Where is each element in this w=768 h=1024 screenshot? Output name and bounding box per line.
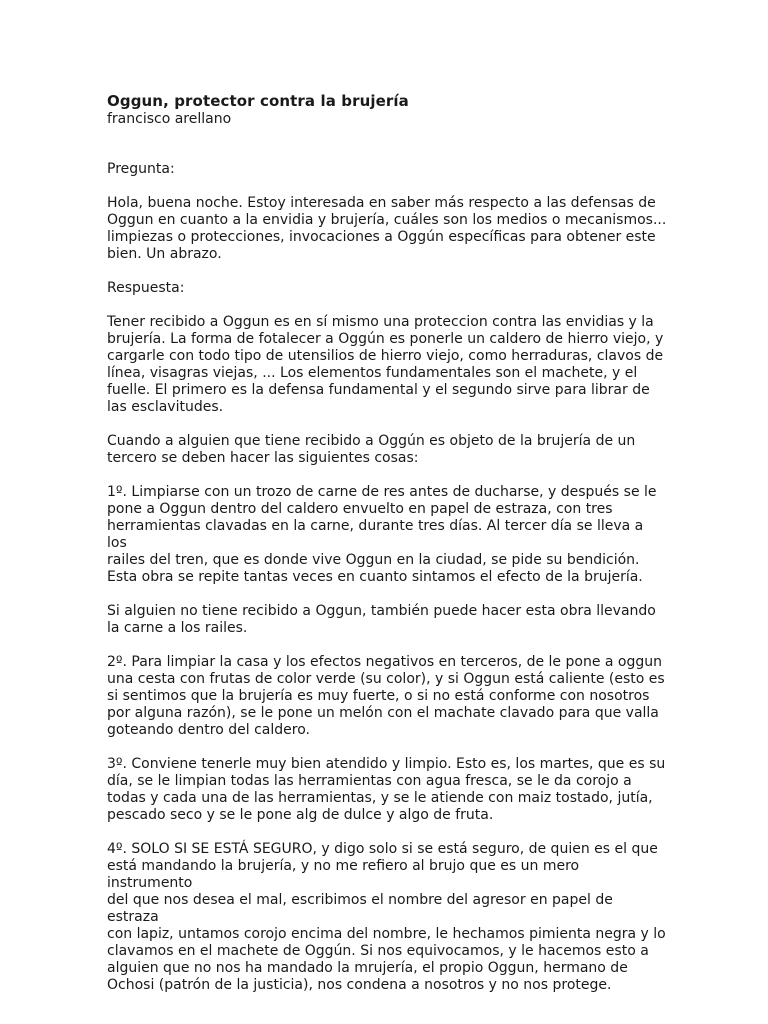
document-title: Oggun, protector contra la brujería	[107, 92, 409, 110]
question-label: Pregunta:	[107, 161, 175, 177]
question-text: Hola, buena noche. Estoy interesada en saber más respecto a las defensas de Oggun en cuanto a la envidia y brujería, cuáles son los medios o mecanismos... limpiezas o protecciones, invocaciones a Oggún específicas para obtener este bien. Un abrazo.	[107, 195, 667, 262]
answer-paragraph: 1º. Limpiarse con un trozo de carne de res antes de ducharse, y después se le pone a Oggun dentro del caldero envuelto en papel de estraza, con tres herramientas clavadas en la carne, durante tres días. Al tercer día se lleva a los railes del tren, que es donde vive Oggun en la ciudad, se pide su bendición. Esta obra se repite tantas veces en cuanto sintamos el efecto de la brujería.	[107, 484, 657, 585]
answer-paragraph: 2º. Para limpiar la casa y los efectos negativos en terceros, de le pone a oggun una cesta con frutas de color verde (su color), y si Oggun está caliente (esto es si sentimos que la brujería es muy fuerte, o si no está conforme con nosotros por alguna razón), se le pone un melón con el machate clavado para que valla goteando dentro del caldero.	[107, 654, 665, 738]
answer-paragraph: Cuando a alguien que tiene recibido a Oggún es objeto de la brujería de un tercero se deben hacer las siguientes cosas:	[107, 433, 636, 466]
answer-paragraph: Si alguien no tiene recibido a Oggun, también puede hacer esta obra llevando la carne a los railes.	[107, 603, 656, 636]
document-page	[107, 92, 667, 994]
document-author: francisco arellano	[107, 111, 232, 127]
answer-label: Respuesta:	[107, 280, 185, 296]
answer-paragraph: 4º. SOLO SI SE ESTÁ SEGURO, y digo solo si se está seguro, de quien es el que está mandando la brujería, y no me refiero al brujo que es un mero instrumento del que nos desea el mal, escribimos el nombre del agresor en papel de estraza con lapiz, untamos corojo encima del nombre, le hechamos pimienta negra y lo clavamos en el machete de Oggún. Si nos equivocamos, y le hacemos esto a alguien que no nos ha mandado la mrujería, el propio Oggun, hermano de Ochosi (patrón de la justicia), nos condena a nosotros y no nos protege.	[107, 841, 666, 993]
answer-paragraph: Tener recibido a Oggun es en sí mismo una proteccion contra las envidias y la brujería. La forma de fotalecer a Oggún es ponerle un caldero de hierro viejo, y cargarle con todo tipo de utensilios de hierro viejo, como herraduras, clavos de línea, visagras viejas, ... Los elementos fundamentales son el machete, y el fuelle. El primero es la defensa fundamental y el segundo sirve para librar de las esclavitudes.	[107, 314, 664, 415]
answer-paragraph: 3º. Conviene tenerle muy bien atendido y limpio. Esto es, los martes, que es su día, se le limpian todas las herramientas con agua fresca, se le da corojo a todas y cada una de las herramientas, y se le atiende con maiz tostado, jutía, pescado seco y se le pone alg de dulce y algo de fruta.	[107, 756, 666, 823]
